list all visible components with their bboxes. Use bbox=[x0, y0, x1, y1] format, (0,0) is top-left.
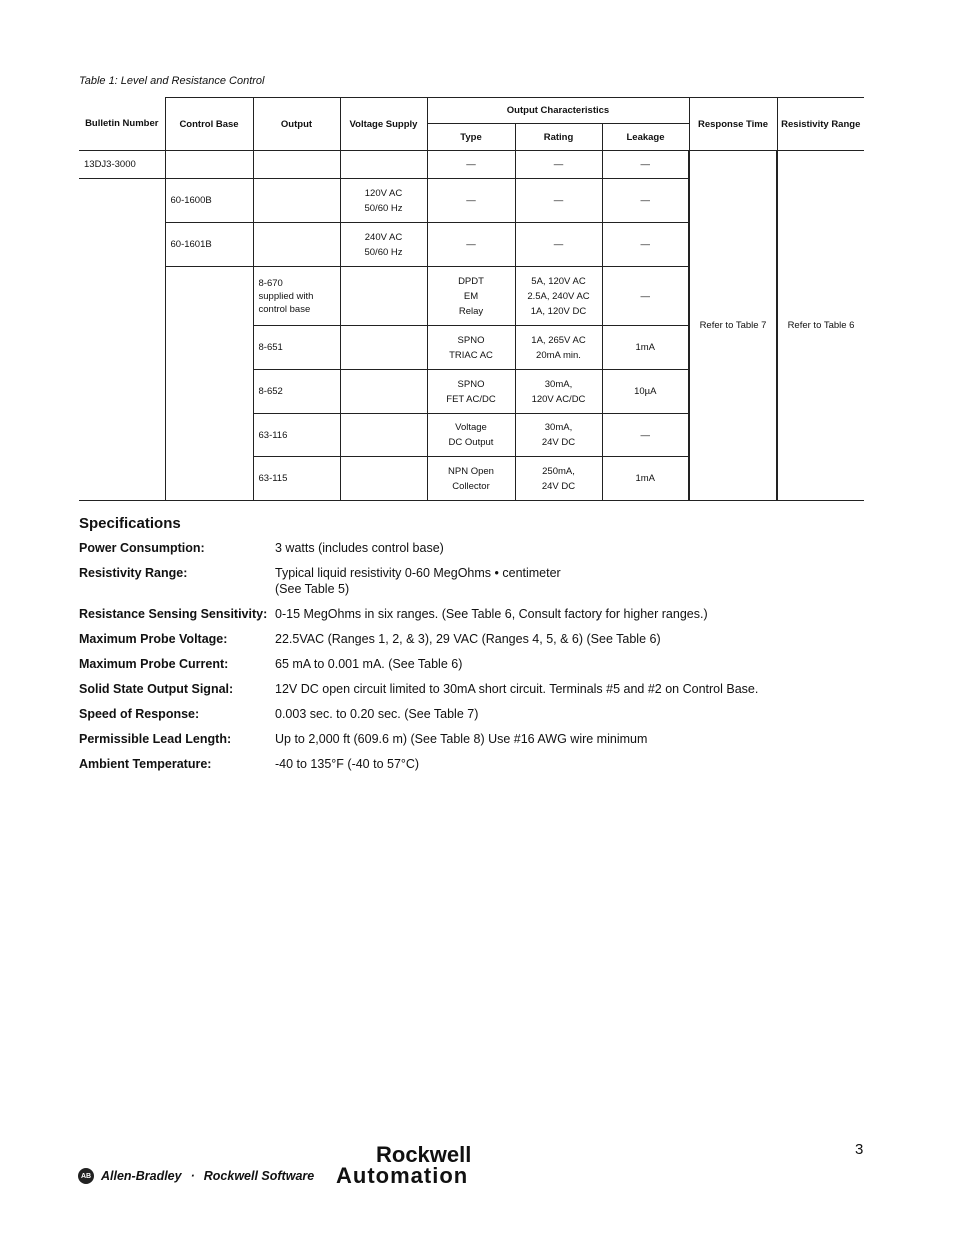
empty-cell bbox=[253, 151, 340, 179]
rating-cell: 30mA, 24V DC bbox=[515, 414, 602, 457]
leakage-cell: 10µA bbox=[602, 370, 689, 414]
empty-cell bbox=[340, 326, 427, 370]
output-cell: 8-670 supplied with control base bbox=[253, 267, 340, 326]
brand-allen-bradley: Allen-Bradley bbox=[101, 1169, 182, 1183]
spec-label: Maximum Probe Voltage: bbox=[79, 632, 228, 646]
brand-separator: · bbox=[190, 1169, 195, 1183]
spec-value: Up to 2,000 ft (609.6 m) (See Table 8) Use #16 AWG wire minimum bbox=[275, 732, 648, 746]
header-type: Type bbox=[427, 124, 515, 151]
output-cell: 8-651 bbox=[253, 326, 340, 370]
empty-cell bbox=[340, 151, 427, 179]
empty-cell bbox=[340, 414, 427, 457]
leakage-cell: 1mA bbox=[602, 326, 689, 370]
spec-label: Speed of Response: bbox=[79, 707, 200, 721]
leakage-cell: 1mA bbox=[602, 457, 689, 501]
spec-value: 0.003 sec. to 0.20 sec. (See Table 7) bbox=[275, 707, 479, 721]
header-leakage: Leakage bbox=[602, 124, 689, 151]
type-cell: SPNO TRIAC AC bbox=[427, 326, 515, 370]
header-bulletin-number: Bulletin Number bbox=[79, 98, 165, 151]
header-control-base: Control Base bbox=[165, 98, 253, 151]
empty-cell bbox=[340, 370, 427, 414]
spec-label: Ambient Temperature: bbox=[79, 757, 212, 771]
spec-label: Resistance Sensing Sensitivity: bbox=[79, 607, 268, 621]
spec-row-power bbox=[79, 540, 879, 556]
spec-value: Typical liquid resistivity 0-60 MegOhms • centimeter (See Table 5) bbox=[275, 566, 561, 596]
rating-cell: 30mA, 120V AC/DC bbox=[515, 370, 602, 414]
spec-label: Power Consumption: bbox=[79, 541, 205, 555]
header-voltage-supply: Voltage Supply bbox=[340, 98, 427, 151]
header-output-characteristics: Output Characteristics bbox=[427, 98, 689, 124]
spec-row-resistivity bbox=[79, 565, 879, 597]
spec-value: 22.5VAC (Ranges 1, 2, & 3), 29 VAC (Ranges 4, 5, & 6) (See Table 6) bbox=[275, 632, 661, 646]
spec-row-lead-length bbox=[79, 731, 879, 747]
spec-value: 3 watts (includes control base) bbox=[275, 541, 444, 555]
empty-cell bbox=[253, 179, 340, 223]
dash-cell: — bbox=[515, 223, 602, 267]
table-caption: Table 1: Level and Resistance Control bbox=[79, 75, 265, 87]
spec-row-sensitivity bbox=[79, 606, 879, 622]
allen-bradley-logo-icon: AB bbox=[78, 1168, 94, 1184]
rating-cell: 5A, 120V AC 2.5A, 240V AC 1A, 120V DC bbox=[515, 267, 602, 326]
leakage-cell: — bbox=[602, 414, 689, 457]
spec-value: 12V DC open circuit limited to 30mA short circuit. Terminals #5 and #2 on Control Base. bbox=[275, 682, 759, 696]
empty-cell bbox=[340, 457, 427, 501]
output-cell: 8-652 bbox=[253, 370, 340, 414]
bulletin-cell: 13DJ3-3000 bbox=[79, 151, 165, 179]
specifications-list bbox=[79, 540, 879, 772]
dash-cell: — bbox=[602, 151, 689, 179]
leakage-cell: — bbox=[602, 267, 689, 326]
resistivity-ref: Refer to Table 6 bbox=[777, 151, 864, 501]
spec-label: Resistivity Range: bbox=[79, 566, 188, 580]
type-cell: SPNO FET AC/DC bbox=[427, 370, 515, 414]
bulletin-span-cell bbox=[79, 179, 165, 501]
dash-cell: — bbox=[427, 223, 515, 267]
type-cell: Voltage DC Output bbox=[427, 414, 515, 457]
spec-value: -40 to 135°F (-40 to 57°C) bbox=[275, 757, 420, 771]
logo-line-rockwell: Rockwell bbox=[376, 1142, 472, 1167]
dash-cell: — bbox=[602, 179, 689, 223]
output-cell: 63-115 bbox=[253, 457, 340, 501]
rockwell-automation-logo bbox=[336, 1144, 471, 1186]
response-time-ref: Refer to Table 7 bbox=[689, 151, 777, 501]
brand-rockwell-software: Rockwell Software bbox=[203, 1169, 315, 1183]
header-output: Output bbox=[253, 98, 340, 151]
spec-label: Solid State Output Signal: bbox=[79, 682, 234, 696]
header-rating: Rating bbox=[515, 124, 602, 151]
page-number: 3 bbox=[855, 1141, 864, 1158]
spec-row-temperature bbox=[79, 756, 879, 772]
spec-value: 65 mA to 0.001 mA. (See Table 6) bbox=[275, 657, 463, 671]
control-base-cell: 60-1601B bbox=[165, 223, 253, 267]
spec-row-probe-voltage bbox=[79, 631, 879, 647]
dash-cell: — bbox=[427, 179, 515, 223]
spec-row-speed bbox=[79, 706, 879, 722]
dash-cell: — bbox=[602, 223, 689, 267]
spec-row-output-signal bbox=[79, 681, 879, 697]
type-cell: DPDT EM Relay bbox=[427, 267, 515, 326]
control-base-cell: 60-1600B bbox=[165, 179, 253, 223]
voltage-cell: 120V AC 50/60 Hz bbox=[340, 179, 427, 223]
voltage-cell: 240V AC 50/60 Hz bbox=[340, 223, 427, 267]
footer-brands bbox=[78, 1168, 314, 1184]
dash-cell: — bbox=[515, 151, 602, 179]
control-base-span-cell bbox=[165, 267, 253, 501]
spec-label: Maximum Probe Current: bbox=[79, 657, 229, 671]
spec-label: Permissible Lead Length: bbox=[79, 732, 232, 746]
output-cell: 63-116 bbox=[253, 414, 340, 457]
type-cell: NPN Open Collector bbox=[427, 457, 515, 501]
empty-cell bbox=[165, 151, 253, 179]
dash-cell: — bbox=[427, 151, 515, 179]
spec-value: 0-15 MegOhms in six ranges. (See Table 6, Consult factory for higher ranges.) bbox=[275, 607, 708, 621]
header-response-time: Response Time bbox=[689, 98, 777, 151]
header-resistivity-range: Resistivity Range bbox=[777, 98, 864, 151]
logo-line-automation: Automation bbox=[336, 1163, 469, 1188]
specifications-heading: Specifications bbox=[79, 515, 181, 532]
level-resistance-table bbox=[79, 97, 864, 501]
rating-cell: 250mA, 24V DC bbox=[515, 457, 602, 501]
dash-cell: — bbox=[515, 179, 602, 223]
empty-cell bbox=[253, 223, 340, 267]
spec-row-probe-current bbox=[79, 656, 879, 672]
empty-cell bbox=[340, 267, 427, 326]
rating-cell: 1A, 265V AC 20mA min. bbox=[515, 326, 602, 370]
